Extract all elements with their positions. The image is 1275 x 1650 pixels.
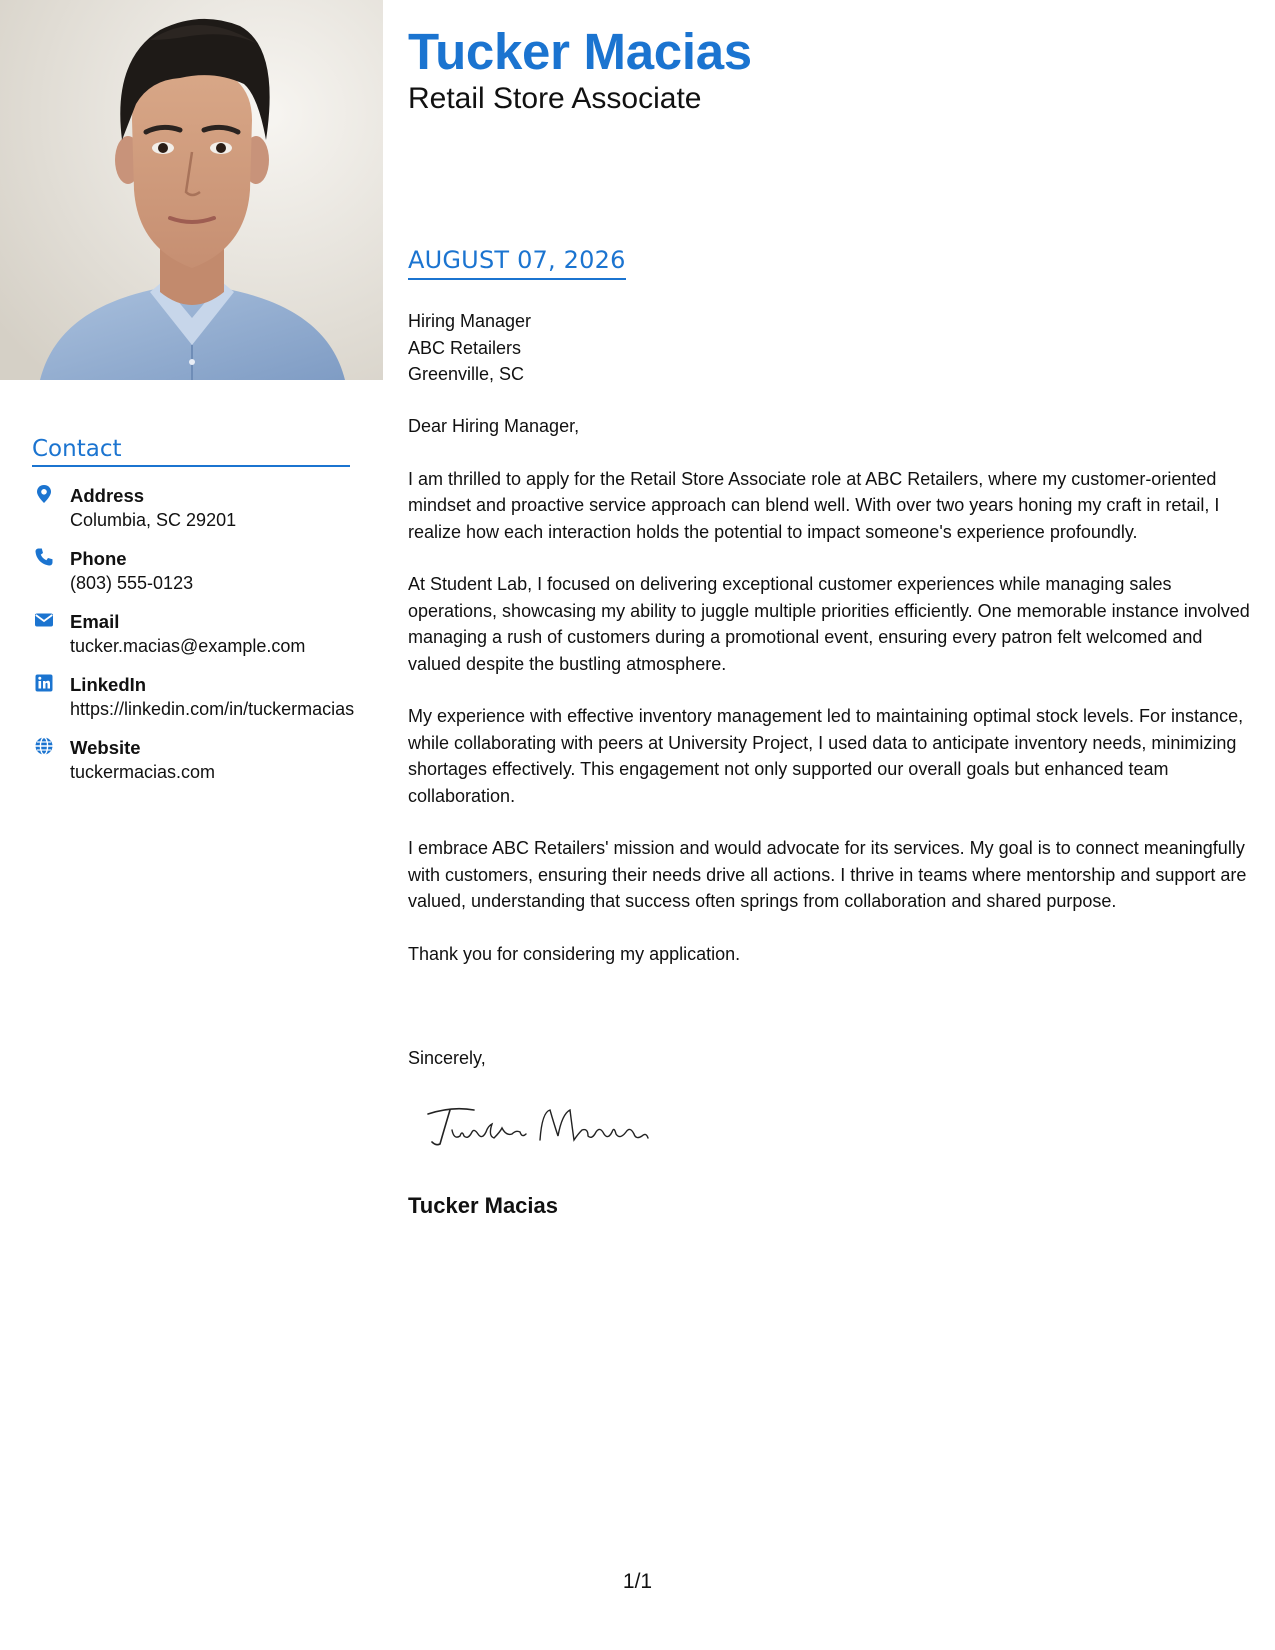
phone-icon (34, 547, 54, 567)
contact-label-phone: Phone (70, 548, 127, 569)
contact-list (32, 483, 357, 798)
linkedin-icon (34, 673, 54, 693)
signed-name: Tucker Macias (408, 1193, 559, 1218)
contact-label-address: Address (70, 485, 145, 506)
letter-paragraph: I embrace ABC Retailers' mission and would advocate for its services. My goal is to connect meaningfully with customers, ensuring their needs drive all actions. I thrive in teams where mentorship and support are valued, understanding that success often springs from collaboration and shared purpose. (408, 838, 1247, 911)
recipient-block (408, 308, 531, 388)
contact-item-address (32, 483, 357, 533)
letter-paragraph: Thank you for considering my application. (408, 943, 741, 964)
letter-paragraph: My experience with effective inventory management led to maintaining optimal stock levels. For instance, while collaborating with peers at University Project, I used data to anticipate inventory needs, minimizing shortages effectively. This engagement not only supported our overall goals but enhanced team collaboration. (408, 706, 1244, 806)
contact-value-phone[interactable]: (803) 555-0123 (70, 573, 194, 593)
applicant-name: Tucker Macias (408, 23, 752, 80)
contact-label-website: Website (70, 737, 141, 758)
closing: Sincerely, (408, 1048, 486, 1068)
salutation: Dear Hiring Manager, (408, 416, 580, 436)
portrait-illustration (0, 0, 383, 380)
contact-label-email: Email (70, 611, 120, 632)
job-title: Retail Store Associate (408, 82, 702, 115)
contact-heading: Contact (32, 436, 350, 467)
contact-value-email[interactable]: tucker.macias@example.com (70, 636, 306, 656)
date-block (408, 246, 626, 280)
contact-item-linkedin (32, 672, 357, 722)
handwritten-signature (422, 1100, 662, 1150)
letter-paragraph: I am thrilled to apply for the Retail Store Associate role at ABC Retailers, where my customer-oriented mindset and proactive service approach can blend well. With over two years honing my craft in retail, I realize how each interaction holds the potential to impact someone's experience profoundly. (408, 468, 1220, 542)
profile-photo (0, 0, 383, 380)
map-pin-icon (34, 484, 54, 504)
contact-item-email (32, 609, 357, 659)
recipient-line: Greenville, SC (408, 364, 525, 384)
contact-item-phone (32, 546, 357, 596)
contact-label-linkedin: LinkedIn (70, 674, 147, 695)
contact-item-website (32, 735, 357, 785)
contact-value-website[interactable]: tuckermacias.com (70, 762, 216, 782)
letter-paragraph: At Student Lab, I focused on delivering exceptional customer experiences while managing sales operations, showcasing my ability to juggle multiple priorities efficiently. One memorable instance involved managing a rush of customers during a promotional event, ensuring every patron felt welcomed and valued despite the bustling atmosphere. (408, 574, 1250, 674)
letter-date: AUGUST 07, 2026 (408, 246, 626, 280)
letter-body (408, 413, 1253, 993)
recipient-line: Hiring Manager (408, 311, 532, 331)
page-number: 1/1 (622, 1570, 653, 1593)
recipient-line: ABC Retailers (408, 337, 522, 358)
contact-value-address: Columbia, SC 29201 (70, 510, 237, 530)
envelope-icon (34, 610, 54, 630)
contact-value-linkedin[interactable]: https://linkedin.com/in/tuckermacias (70, 699, 355, 719)
globe-icon (34, 736, 54, 756)
